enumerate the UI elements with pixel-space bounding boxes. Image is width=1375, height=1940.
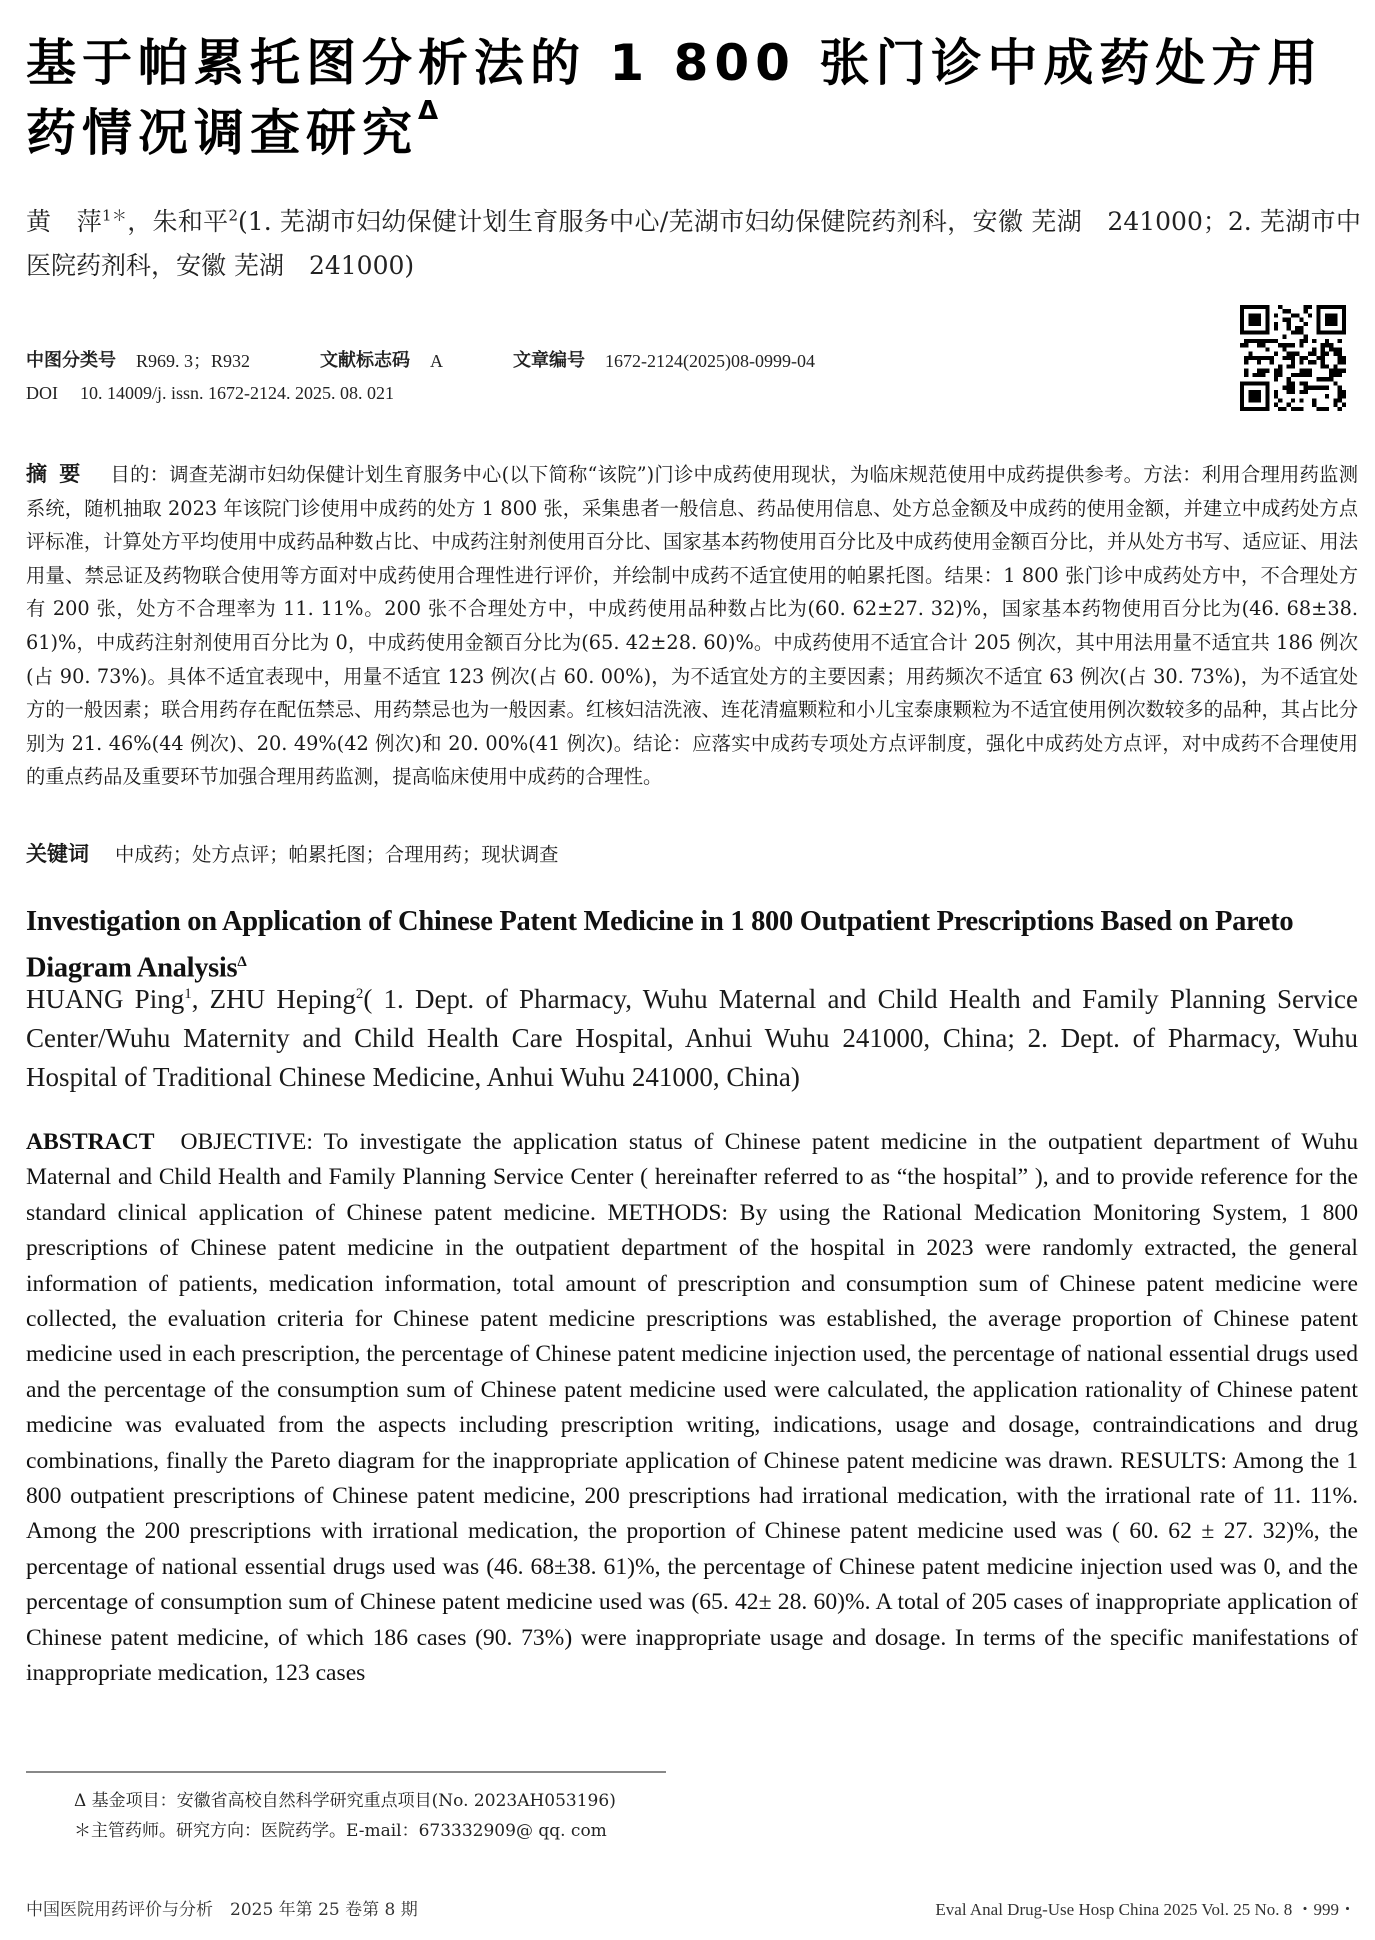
clc-label: 中图分类号 xyxy=(26,350,116,371)
fund-mark-en: Δ xyxy=(237,954,247,970)
qr-code-graphic xyxy=(1240,305,1346,411)
abstract-en-text: OBJECTIVE: To investigate the application status of Chinese patent medicine in the outpatient department of Wuhu Maternal and Child Health and Family Planning Service Center ( hereinafter referred to as “the hospital” ), and to provide reference for the standard clinical application of Chinese patent medicine. METHODS: By using the Rational Medication Monitoring System, 1 800 prescriptions of Chinese patent medicine in the outpatient department of the hospital in 2023 were randomly extracted, the general information of patients, medication information, total amount of prescription and consumption sum of Chinese patent medicine were collected, the evaluation criteria for Chinese patent medicine prescriptions was established, the average proportion of Chinese patent medicine used in each prescription, the percentage of Chinese patent medicine injection used, the percentage of national essential drugs used and the percentage of the consumption sum of Chinese patent medicine used were calculated, the application rationality of Chinese patent medicine was evaluated from the aspects including prescription writing, indications, usage and dosage, contraindications and drug combinations, finally the Pareto diagram for the inappropriate application of Chinese patent medicine was drawn. RESULTS: Among the 1 800 outpatient prescriptions of Chinese patent medicine, 200 prescriptions had irrational medication, with the irrational rate of 11. 11%. Among the 200 prescriptions with irrational medication, the proportion of Chinese patent medicine used was ( 60. 62 ± 27. 32)%, the percentage of national essential drugs used was (46. 68±38. 61)%, the percentage of Chinese patent medicine injection used was 0, and the percentage of consumption sum of Chinese patent medicine used was (65. 42± 28. 60)%. A total of 205 cases of inappropriate application of Chinese patent medicine, of which 186 cases (90. 73%) were inappropriate usage and dosage. In terms of the specific manifestations of inappropriate medication, 123 cases xyxy=(26,1129,1358,1687)
fund-mark: Δ xyxy=(418,96,445,126)
keywords-cn-text: 中成药；处方点评；帕累托图；合理用药；现状调查 xyxy=(115,843,559,866)
english-title-text: Investigation on Application of Chinese Patent Medicine in 1 800 Outpatient Prescriptions Based on Pareto Diagram Analysis xyxy=(26,906,1294,984)
qr-code-icon[interactable] xyxy=(1240,305,1346,411)
author-footnote: ＊主管药师。研究方向：医院药学。E-mail：673332909@ qq. com xyxy=(74,1821,607,1841)
author-1-en-sup: 1 xyxy=(184,986,192,1002)
chinese-title xyxy=(26,28,1356,168)
footnotes xyxy=(74,1786,616,1846)
author-2: 朱和平 xyxy=(152,207,229,236)
author-2-en-sup: 2 xyxy=(355,986,364,1002)
chinese-authors xyxy=(26,200,1361,288)
fund-footnote: Δ 基金项目：安徽省高校自然科学研究重点项目(No. 2023AH053196) xyxy=(74,1791,616,1811)
english-authors xyxy=(26,980,1358,1097)
doc-code-value: A xyxy=(430,351,444,371)
keywords-cn-label: 关键词 xyxy=(26,842,89,866)
doi-label: DOI xyxy=(26,383,58,403)
article-metadata xyxy=(26,345,1206,409)
author-1-en: HUANG Ping xyxy=(26,984,185,1014)
separator-en: , xyxy=(191,984,210,1014)
article-no-label: 文章编号 xyxy=(513,350,586,371)
clc-value: R969. 3；R932 xyxy=(136,351,251,371)
author-1: 黄 萍 xyxy=(26,207,102,236)
chinese-abstract xyxy=(26,458,1358,794)
abstract-en-label: ABSTRACT xyxy=(26,1129,155,1155)
journal-name-cn: 中国医院用药评价与分析 2025 年第 25 卷第 8 期 xyxy=(26,1900,418,1920)
author-1-sup: 1＊ xyxy=(101,206,128,225)
doi-value[interactable]: 10. 14009/j. issn. 1672-2124. 2025. 08. 021 xyxy=(80,383,395,403)
abstract-cn-text: 目的：调查芜湖市妇幼保健计划生育服务中心(以下简称“该院”)门诊中成药使用现状，为临床规范使用中成药提供参考。方法：利用合理用药监测系统，随机抽取 2023 年该院门诊使用中成药的处方 1 800 张，采集患者一般信息、药品使用信息、处方总金额及中成药的使用金额，并建立中成药处方点评标准，计算处方平均使用中成药品种数占比、中成药注射剂使用百分比、国家基本药物使用百分比及中成药使用金额百分比，并从处方书写、适应证、用法用量、禁忌证及药物联合使用等方面对中成药使用合理性进行评价，并绘制中成药不适宜使用的帕累托图。结果：1 800 张门诊中成药处方中，不合理处方有 200 张，处方不合理率为 11. 11%。200 张不合理处方中，中成药使用品种数占比为(60. 62±27. 32)%，国家基本药物使用百分比为(46. 68±38. 61)%，中成药注射剂使用百分比为 0，中成药使用金额百分比为(65. 42±28. 60)%。中成药使用不适宜合计 205 例次，其中用法用量不适宜共 186 例次(占 90. 73%)。具体不适宜表现中，用量不适宜 123 例次(占 60. 00%)，为不适宜处方的主要因素；用药频次不适宜 63 例次(占 30. 73%)，为不适宜处方的一般因素；联合用药存在配伍禁忌、用药禁忌也为一般因素。红核妇洁洗液、连花清瘟颗粒和小儿宝泰康颗粒为不适宜使用例次数较多的品种，其占比分别为 21. 46%(44 例次)、20. 49%(42 例次)和 20. 00%(41 例次)。结论：应落实中成药专项处方点评制度，强化中成药处方点评，对中成药不合理使用的重点药品及重要环节加强合理用药监测，提高临床使用中成药的合理性。 xyxy=(26,463,1359,789)
affiliations-en: ( 1. Dept. of Pharmacy, Wuhu Maternal and Child Health and Family Planning Service Center/Wuhu Maternity and Child Health Care Hospital, Anhui Wuhu 241000, China; 2. Dept. of Pharmacy, Wuhu Hospital of Traditional Chinese Medicine, Anhui Wuhu 241000, China) xyxy=(26,984,1358,1092)
page-footer xyxy=(26,1895,1356,1920)
author-2-en: ZHU Heping xyxy=(209,984,356,1014)
doc-code-label: 文献标志码 xyxy=(320,350,411,371)
separator: ， xyxy=(127,207,153,236)
author-2-sup: 2 xyxy=(228,206,239,225)
chinese-title-text: 基于帕累托图分析法的 1 800 张门诊中成药处方用药情况调查研究 xyxy=(26,34,1324,162)
classification-row xyxy=(26,345,1206,377)
affiliations: (1. 芜湖市妇幼保健计划生育服务中心/芜湖市妇幼保健院药剂科，安徽 芜湖 241000；2. 芜湖市中医院药剂科，安徽 芜湖 241000) xyxy=(26,207,1361,280)
article-no-value: 1672-2124(2025)08-0999-04 xyxy=(605,351,815,371)
english-abstract xyxy=(26,1125,1358,1692)
footnote-divider xyxy=(26,1771,666,1773)
abstract-cn-label: 摘要 xyxy=(26,462,93,486)
journal-citation-en: Eval Anal Drug-Use Hosp China 2025 Vol. 25 No. 8 ・999・ xyxy=(935,1900,1356,1919)
english-title xyxy=(26,902,1358,989)
chinese-keywords xyxy=(26,838,1358,871)
doi-row xyxy=(26,377,1206,409)
